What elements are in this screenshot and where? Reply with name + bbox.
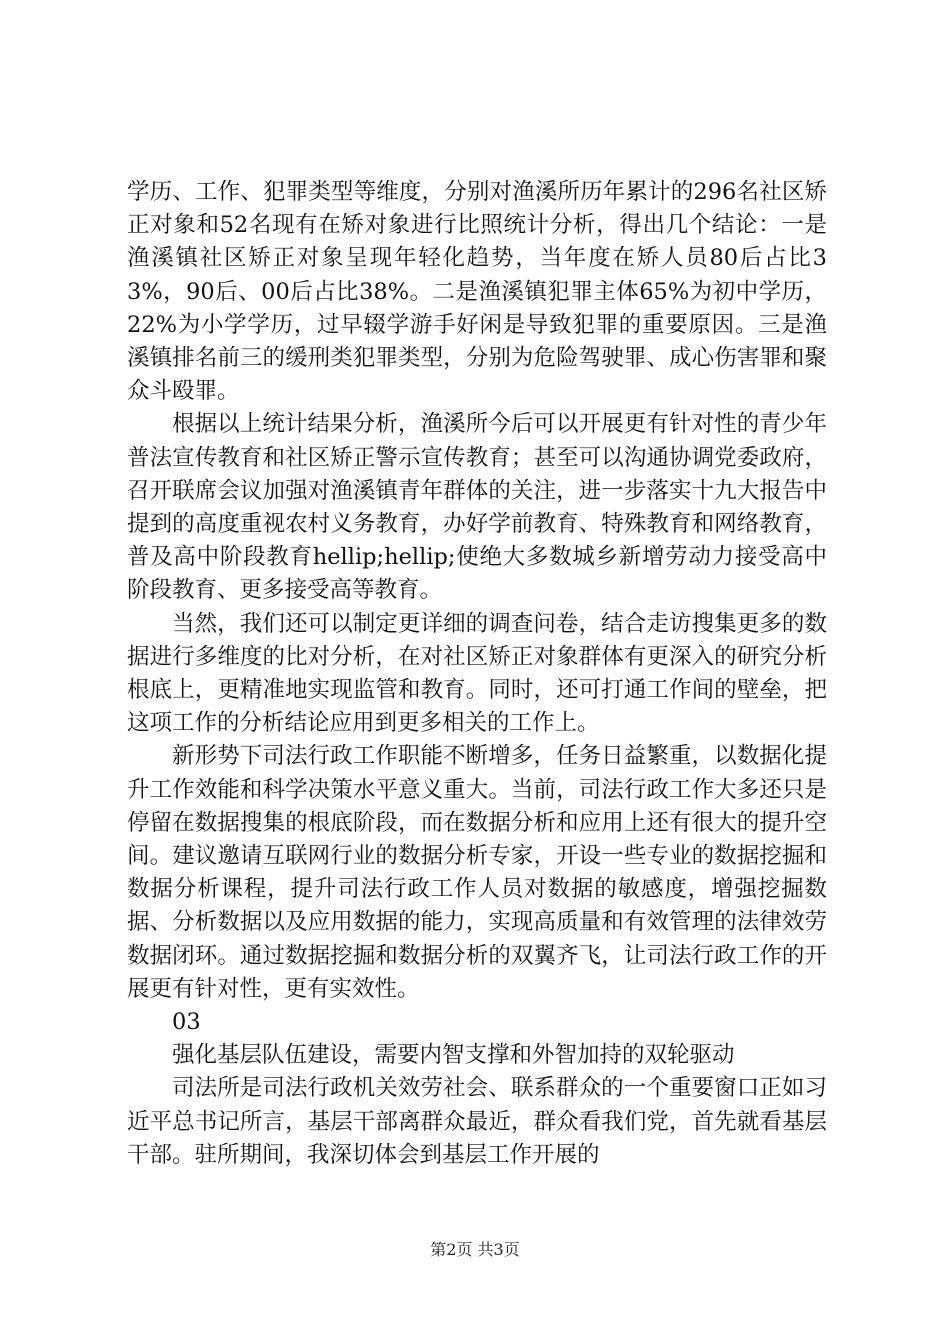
page-number: 第2页 共3页	[430, 1240, 520, 1259]
page-footer	[0, 1240, 950, 1260]
section-number: 03	[172, 1009, 201, 1036]
section-heading: 强化基层队伍建设，需要内智支撑和外智加持的双轮驱动	[172, 1042, 735, 1069]
document-body	[127, 176, 827, 1172]
paragraph-4: 新形势下司法行政工作职能不断增多，任务日益繁重，以数据化提升工作效能和科学决策水平意义重大。当前，司法行政工作大多还只是停留在数据搜集的根底阶段，而在数据分析和应用上还有很大的提升空间。建议邀请互联网行业的数据分析专家，开设一些专业的数据挖掘和数据分析课程，提升司法行政工作人员对数据的敏感度，增强挖掘数据、分析数据以及应用数据的能力，实现高质量和有效管理的法律效劳数据闭环。通过数据挖掘和数据分析的双翼齐飞，让司法行政工作的开展更有针对性，更有实效性。	[127, 743, 827, 1002]
paragraph-2: 根据以上统计结果分析，渔溪所今后可以开展更有针对性的青少年普法宣传教育和社区矫正警示宣传教育；甚至可以沟通协调党委政府，召开联席会议加强对渔溪镇青年群体的关注，进一步落实十九大报告中提到的高度重视农村义务教育，办好学前教育、特殊教育和网络教育，普及高中阶段教育hellip;hellip;使绝大多数城乡新增劳动力接受高中阶段教育、更多接受高等教育。	[127, 411, 827, 604]
paragraph-3: 当然，我们还可以制定更详细的调查问卷，结合走访搜集更多的数据进行多维度的比对分析，在对社区矫正对象群体有更深入的研究分析根底上，更精准地实现监管和教育。同时，还可打通工作间的壁垒，把这项工作的分析结论应用到更多相关的工作上。	[127, 610, 827, 737]
paragraph-1: 学历、工作、犯罪类型等维度，分别对渔溪所历年累计的296名社区矫正对象和52名现有在矫对象进行比照统计分析，得出几个结论：一是渔溪镇社区矫正对象呈现年轻化趋势，当年度在矫人员80后占比33%，90后、00后占比38%。二是渔溪镇犯罪主体65%为初中学历，22%为小学学历，过早辍学游手好闲是导致犯罪的重要原因。三是渔溪镇排名前三的缓刑类犯罪类型，分别为危险驾驶罪、成心伤害罪和聚众斗殴罪。	[127, 179, 827, 405]
paragraph-5: 司法所是司法行政机关效劳社会、联系群众的一个重要窗口正如习近平总书记所言，基层干部离群众最近，群众看我们党，首先就看基层干部。驻所期间，我深切体会到基层工作开展的	[127, 1075, 827, 1168]
